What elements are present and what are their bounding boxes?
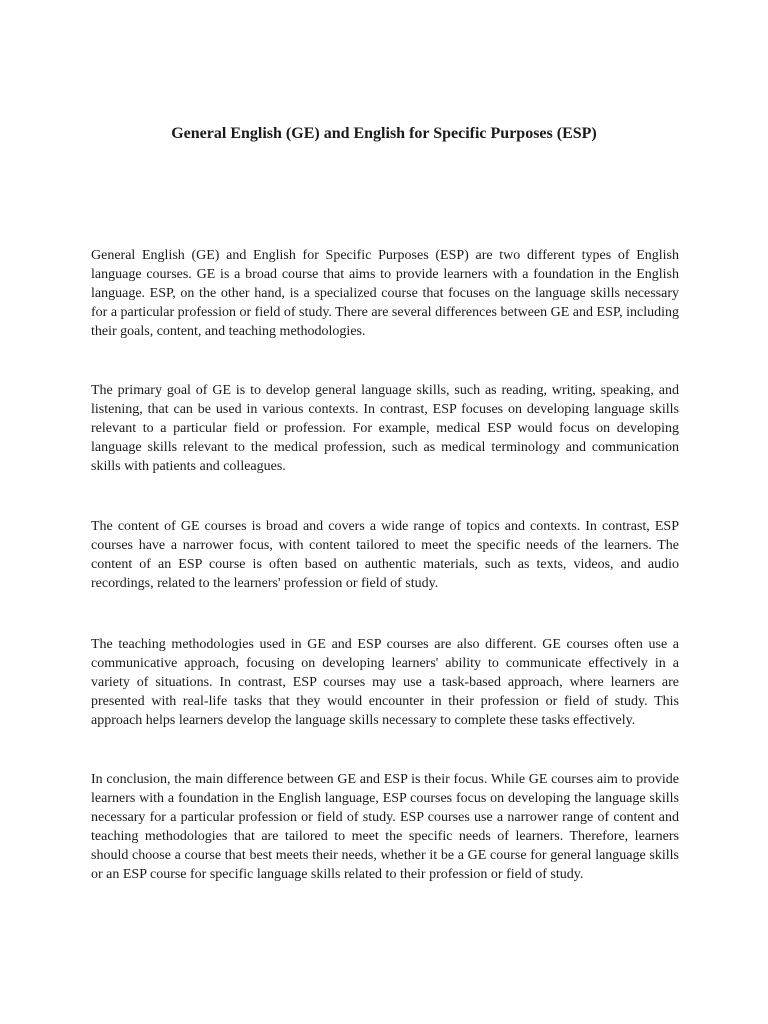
paragraph-conclusion: In conclusion, the main difference between GE and ESP is their focus. While GE courses aim to provide learners with a foundation in the English language, ESP courses focus on developing the language skills necessary for a particular profession or field of study. ESP courses use a narrower range of content and teaching methodologies that are tailored to meet the specific needs of learners. Therefore, learners should choose a course that best meets their needs, whether it be a GE course for general language skills or an ESP course for specific language skills related to their profession or field of study. bbox=[91, 772, 679, 882]
paragraph-methodologies: The teaching methodologies used in GE and ESP courses are also different. GE courses often use a communicative approach, focusing on developing learners' ability to communicate effectively in a variety of situations. In contrast, ESP courses may use a task-based approach, where learners are presented with real-life tasks that they would encounter in their profession or field of study. This approach helps learners develop the language skills necessary to complete these tasks effectively. bbox=[91, 637, 679, 728]
paragraph-introduction: General English (GE) and English for Specific Purposes (ESP) are two different types of English language courses. GE is a broad course that aims to provide learners with a foundation in the English language. ESP, on the other hand, is a specialized course that focuses on the language skills necessary for a particular profession or field of study. There are several differences between GE and ESP, including their goals, content, and teaching methodologies. bbox=[91, 248, 679, 339]
document-title: General English (GE) and English for Specific Purposes (ESP) bbox=[171, 125, 597, 142]
paragraph-content: The content of GE courses is broad and covers a wide range of topics and contexts. In contrast, ESP courses have a narrower focus, with content tailored to meet the specific needs of the learners. The content of an ESP course is often based on authentic materials, such as texts, videos, and audio recordings, related to the learners' profession or field of study. bbox=[91, 519, 679, 591]
paragraph-goals: The primary goal of GE is to develop general language skills, such as reading, writing, speaking, and listening, that can be used in various contexts. In contrast, ESP focuses on developing language skills relevant to a particular field or profession. For example, medical ESP would focus on developing language skills relevant to the medical profession, such as medical terminology and communication skills with patients and colleagues. bbox=[91, 383, 679, 474]
